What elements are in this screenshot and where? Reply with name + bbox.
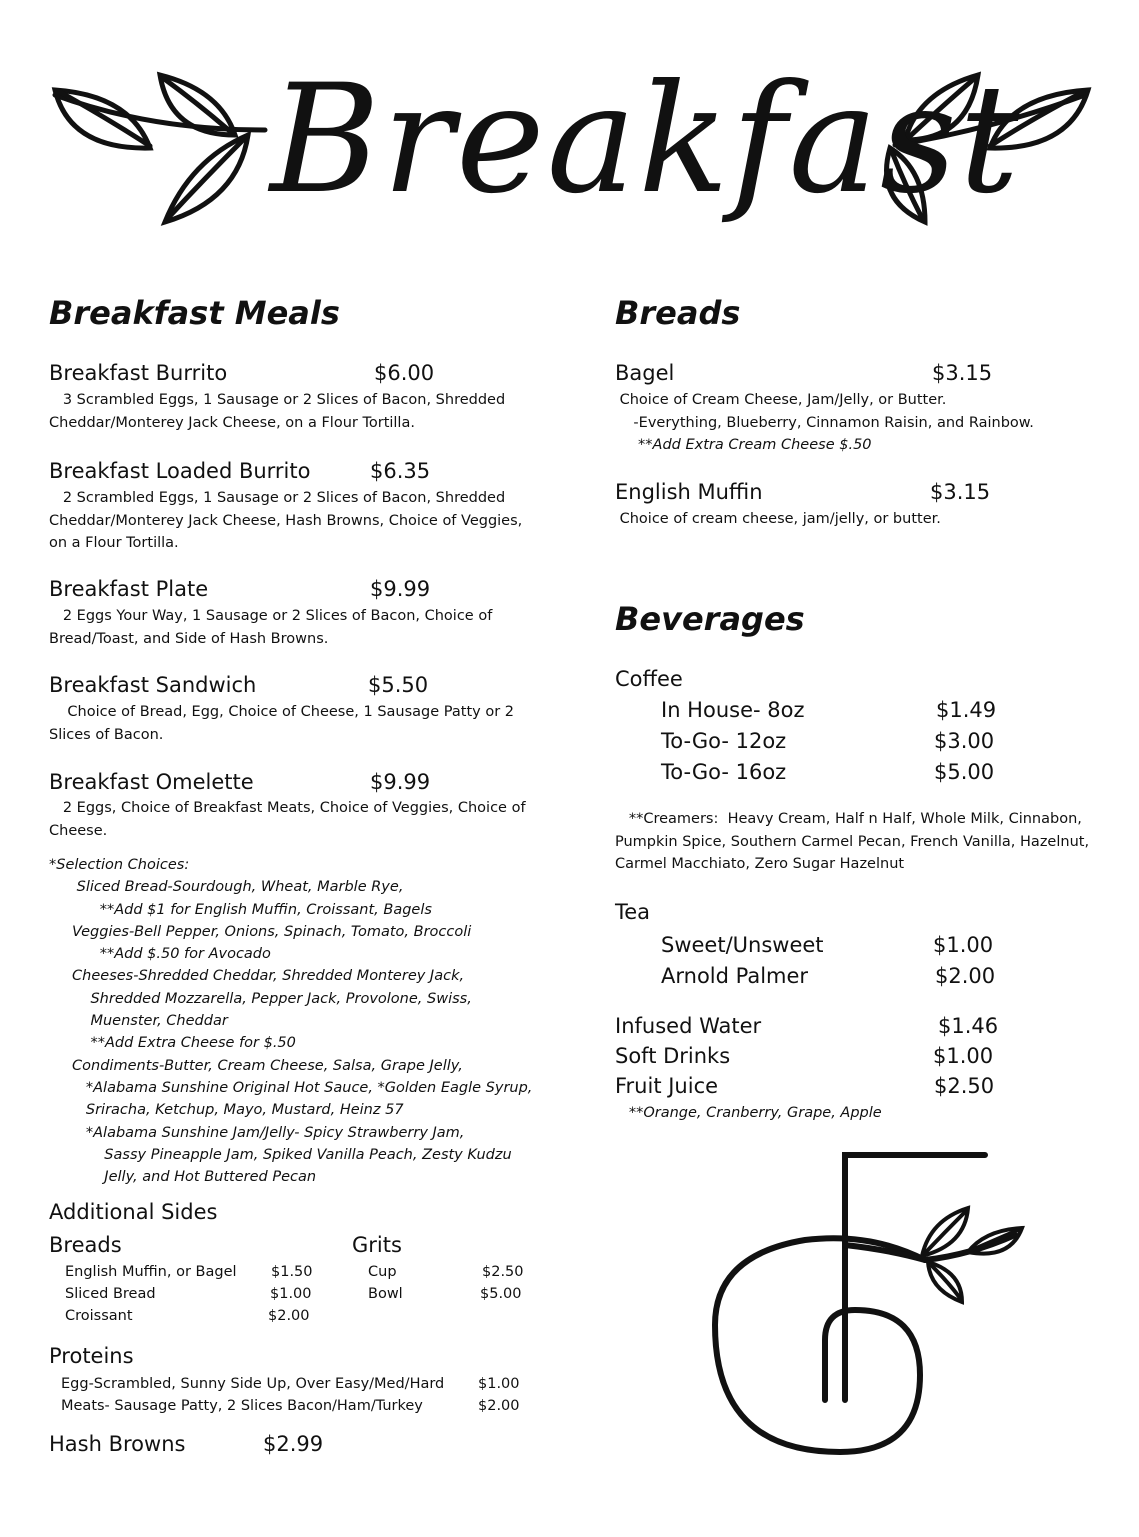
protein-price: $2.00 [478, 1398, 520, 1414]
tea-price: $1.00 [933, 933, 994, 957]
tea-name: Sweet/Unsweet [661, 933, 824, 957]
juice-note: **Orange, Cranberry, Grape, Apple [615, 1105, 882, 1121]
coffee-name: To-Go- 16oz [661, 760, 787, 784]
beverage-price: $1.00 [933, 1044, 994, 1068]
meal-description: 3 Scrambled Eggs, 1 Sausage or 2 Slices of Bacon, Shredded Cheddar/Monterey Jack Cheese, on a Flour Tortilla. [49, 392, 506, 431]
page-title: Breakfast [270, 53, 1022, 227]
meal-price: $5.50 [368, 673, 429, 697]
meal-price: $9.99 [370, 577, 431, 601]
creamers-list: **Creamers: Heavy Cream, Half n Half, Whole Milk, Cinnabon, Pumpkin Spice, Southern Carmel Pecan, French Vanilla, Hazelnut, Carmel Macchiato, Zero Sugar Hazelnut [615, 811, 1090, 872]
selection-choices: *Selection Choices: Sliced Bread-Sourdough, Wheat, Marble Rye, **Add $1 for English Muffin, Croissant, Bagels Veggies-Bell Pepper, Onions, Spinach, Tomato, Broccoli **Add $.50 for Avocado Cheeses-Shredded Cheddar, Shredded Monterey Jack, Shredded Mozzarella, Pepper Jack, Provolone, Swiss, Muenster, Cheddar **Add Extra Cheese for $.50 Condiments-Butter, Cream Cheese, Salsa, Grape Jelly, *Alabama Sunshine Original Hot Sauce, *Golden Eagle Syrup, Sriracha, Ketchup, Mayo, Mustard, Heinz 57 *Alabama Sunshine Jam/Jelly- Spicy Strawberry Jam, Sassy Pineapple Jam, Spiked Vanilla Peach, Zesty Kudzu Jelly, and Hot Buttered Pecan [49, 857, 533, 1186]
additional-sides-heading: Additional Sides [49, 1200, 218, 1224]
coffee-price: $5.00 [934, 760, 995, 784]
beverage-price: $2.50 [934, 1074, 995, 1098]
coffee-heading: Coffee [615, 667, 683, 691]
grits-name: Bowl [368, 1286, 403, 1302]
grits-price: $2.50 [482, 1264, 524, 1280]
meal-price: $6.35 [370, 459, 431, 483]
protein-price: $1.00 [478, 1376, 520, 1392]
beverage-name: Infused Water [615, 1014, 762, 1038]
side-name: Croissant [65, 1308, 133, 1324]
english-muffin-price: $3.15 [930, 480, 991, 504]
coffee-price: $1.49 [936, 698, 997, 722]
breakfast-meals-heading: Breakfast Meals [49, 294, 340, 332]
meal-price: $6.00 [374, 361, 435, 385]
proteins-heading: Proteins [49, 1344, 134, 1368]
side-price: $1.50 [271, 1264, 313, 1280]
bagel-name: Bagel [615, 361, 675, 385]
side-price: $1.00 [270, 1286, 312, 1302]
beverage-name: Soft Drinks [615, 1044, 731, 1068]
tea-name: Arnold Palmer [661, 964, 809, 988]
sides-breads-heading: Breads [49, 1233, 122, 1257]
meal-description: 2 Eggs, Choice of Breakfast Meats, Choice of Veggies, Choice of Cheese. [49, 800, 526, 839]
hash-browns-price: $2.99 [263, 1432, 324, 1456]
tea-heading: Tea [615, 900, 651, 924]
side-price: $2.00 [268, 1308, 310, 1324]
meal-name: Breakfast Loaded Burrito [49, 459, 311, 483]
grits-name: Cup [368, 1264, 397, 1280]
english-muffin-name: English Muffin [615, 480, 763, 504]
protein-name: Egg-Scrambled, Sunny Side Up, Over Easy/Med/Hard [61, 1376, 445, 1392]
leaf-logo-icon [700, 1140, 1040, 1470]
english-muffin-description: Choice of cream cheese, jam/jelly, or butter. [615, 511, 941, 527]
bagel-description: Choice of Cream Cheese, Jam/Jelly, or Butter. -Everything, Blueberry, Cinnamon Raisin, and Rainbow. **Add Extra Cream Cheese $.50 [615, 392, 1034, 453]
beverage-price: $1.46 [938, 1014, 999, 1038]
meal-name: Breakfast Sandwich [49, 673, 257, 697]
protein-name: Meats- Sausage Patty, 2 Slices Bacon/Ham/Turkey [61, 1398, 423, 1414]
breads-heading: Breads [615, 294, 741, 332]
meal-description: 2 Eggs Your Way, 1 Sausage or 2 Slices of Bacon, Choice of Bread/Toast, and Side of Hash Browns. [49, 608, 493, 647]
grits-heading: Grits [352, 1233, 402, 1257]
meal-price: $9.99 [370, 770, 431, 794]
side-name: Sliced Bread [65, 1286, 156, 1302]
meal-name: Breakfast Burrito [49, 361, 228, 385]
coffee-price: $3.00 [934, 729, 995, 753]
side-name: English Muffin, or Bagel [65, 1264, 237, 1280]
beverages-heading: Beverages [615, 600, 805, 638]
bagel-price: $3.15 [932, 361, 993, 385]
beverage-name: Fruit Juice [615, 1074, 719, 1098]
tea-price: $2.00 [935, 964, 996, 988]
meal-description: 2 Scrambled Eggs, 1 Sausage or 2 Slices of Bacon, Shredded Cheddar/Monterey Jack Cheese, Hash Browns, Choice of Veggies, on a Flour Tortilla. [49, 490, 523, 551]
grits-price: $5.00 [480, 1286, 522, 1302]
meal-name: Breakfast Omelette [49, 770, 254, 794]
coffee-name: To-Go- 12oz [661, 729, 787, 753]
meal-description: Choice of Bread, Egg, Choice of Cheese, 1 Sausage Patty or 2 Slices of Bacon. [49, 704, 514, 743]
hash-browns-name: Hash Browns [49, 1432, 186, 1456]
coffee-name: In House- 8oz [661, 698, 805, 722]
meal-name: Breakfast Plate [49, 577, 209, 601]
